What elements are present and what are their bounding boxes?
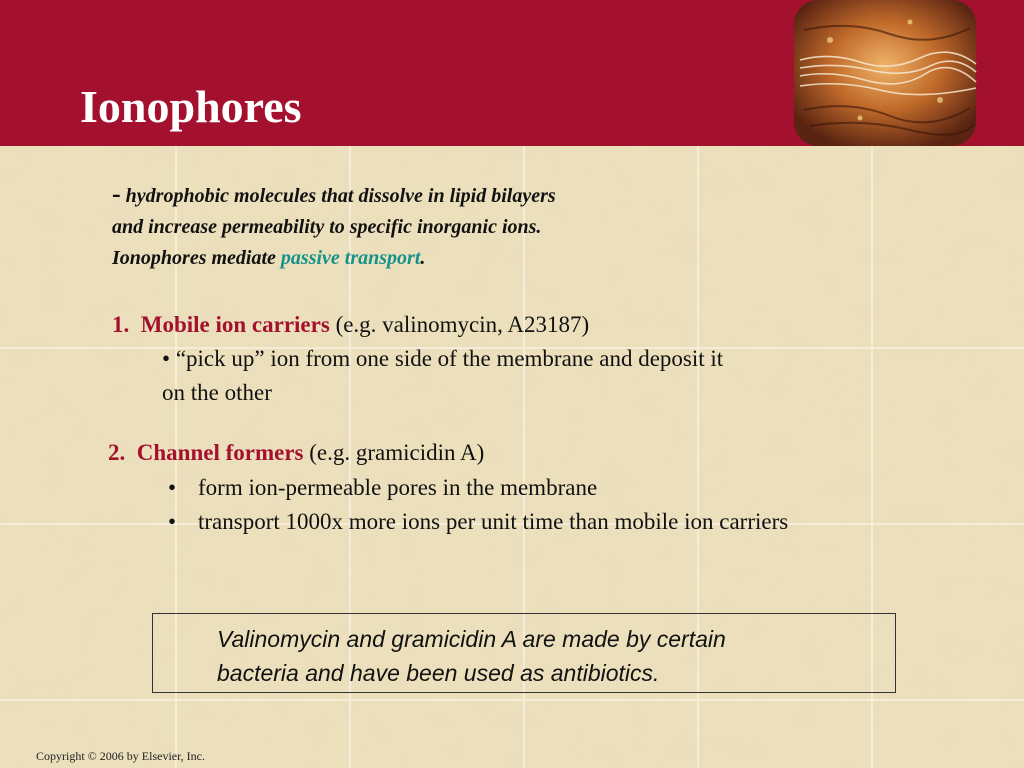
item-2-detail: (e.g. gramicidin A) (309, 440, 485, 465)
bullet-marker: • (168, 509, 177, 534)
passive-transport-highlight: passive transport (280, 247, 421, 269)
item-1-bullet-line-2: on the other (162, 380, 272, 405)
title-bar (0, 0, 1024, 146)
definition-line-3-end: . (420, 247, 426, 269)
bullet-marker: • (168, 475, 177, 500)
item-1-bullet-line-1 (162, 342, 723, 376)
note-text (217, 622, 726, 690)
definition-line-3 (112, 243, 556, 274)
definition-block (112, 178, 556, 274)
definition-line-3-text: Ionophores mediate (112, 247, 281, 269)
item-1-number: 1. (112, 312, 130, 337)
antibiotics-note-box (152, 613, 896, 693)
item-2-bullet-2-text: transport 1000x more ions per unit time than mobile ion carriers (198, 509, 789, 534)
item-2-bullet-1 (168, 471, 597, 505)
item-mobile-ion-carriers (112, 308, 589, 342)
item-channel-formers (108, 436, 484, 470)
note-line-1: Valinomycin and gramicidin A are made by certain (217, 626, 726, 652)
item-2-bullet-1-text: form ion-permeable pores in the membrane (198, 475, 598, 500)
definition-line-2: and increase permeability to specific inorganic ions. (112, 216, 542, 238)
copyright-text: Copyright © 2006 by Elsevier, Inc. (36, 749, 205, 763)
item-1-bullet-text: “pick up” ion from one side of the membrane and deposit it (175, 346, 724, 371)
decorative-artwork-icon (790, 0, 980, 146)
item-1-detail: (e.g. valinomycin, A23187) (335, 312, 590, 337)
slide-title: Ionophores (80, 81, 302, 132)
definition-line-1-text: hydrophobic molecules that dissolve in lipid bilayers (125, 185, 556, 207)
definition-dash: - (112, 179, 121, 208)
item-2-number: 2. (108, 440, 126, 465)
item-2-term: Channel formers (136, 440, 304, 465)
note-line-2: bacteria and have been used as antibiotics. (217, 660, 660, 686)
bullet-marker: • (162, 346, 171, 371)
item-2-bullet-2 (168, 505, 788, 539)
definition-line-1 (112, 178, 556, 212)
item-1-term: Mobile ion carriers (140, 312, 330, 337)
